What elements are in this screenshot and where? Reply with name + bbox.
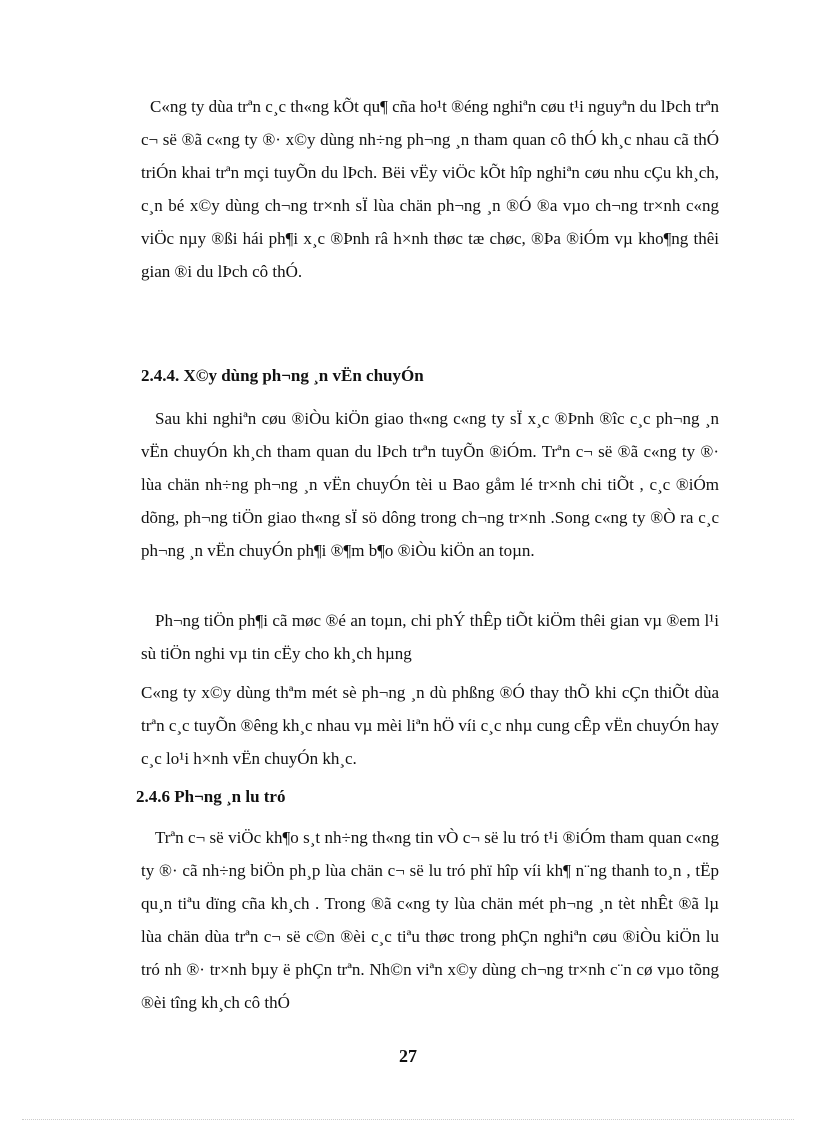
paragraph-backup-plans: C«ng ty x©y dùng thªm mét sè ph¬ng ¸n dù phßng ®Ó thay thÕ khi cÇn thiÕt dùa trªn c¸c tuyÕn ®êng kh¸c nhau vµ mèi liªn hÖ víi c¸c nhµ cung cÊp vËn chuyÓn hay c¸c lo¹i h×nh vËn chuyÓn kh¸c. [141, 683, 719, 768]
paragraph-transport-text: Sau khi nghiªn cøu ®iÒu kiÖn giao th«ng c«ng ty sÏ x¸c ®Þnh ®îc c¸c ph¬ng ¸n vËn chuyÓn kh¸ch tham quan du lÞch trªn tuyÕn ®iÓm. Trªn c¬ së ®ã c«ng ty ®· lùa chän nh÷ng ph¬ng ¸n vËn chuyÓn tèi u Bao gåm lé tr×nh chi tiÕt , c¸c ®iÓm dõng, ph¬ng tiÖn giao th«ng sÏ sö dông trong ch¬ng tr×nh .Song c«ng ty ®Ò ra c¸c ph¬ng ¸n vËn chuyÓn ph¶i ®¶m b¶o ®iÒu kiÖn an toµn. [141, 409, 719, 560]
footer-dotted-rule [22, 1119, 794, 1120]
paragraph-vehicle-safety: Ph¬ng tiÖn ph¶i cã møc ®é an toµn, chi phÝ thÊp tiÕt kiÖm thêi gian vµ ®em l¹i sù tiÖn nghi vµ tin cËy cho kh¸ch hµng [141, 611, 719, 663]
section-heading-accommodation-plan: 2.4.6 Ph¬ng ¸n lu tró [136, 787, 286, 806]
paragraph-accommodation: Trªn c¬ së viÖc kh¶o s¸t nh÷ng th«ng tin vÒ c¬ së lu tró t¹i ®iÓm tham quan c«ng ty ®· cã nh÷ng biÖn ph¸p lùa chän c¬ së lu tró phï hîp víi kh¶ n¨ng thanh to¸n , tËp qu¸n tiªu dïng cña kh¸ch . Trong ®ã c«ng ty lùa chän mét ph¬ng ¸n tèt nhÊt ®ã lµ lùa chän dùa trªn c¬ së c©n ®èi c¸c tiªu thøc trong phÇn nghiªn cøu ®iÒu kiÖn lu tró nh ®· tr×nh bµy ë phÇn trªn. Nh©n viªn x©y dùng ch¬ng tr×nh c¨n cø vµo tõng ®èi tîng kh¸ch cô thÓ [141, 828, 719, 1012]
section-heading-transport-plan: 2.4.4. X©y dùng ph¬ng ¸n vËn chuyÓn [141, 366, 424, 385]
page-number: 27 [399, 1046, 417, 1066]
paragraph-transport-options [141, 402, 719, 567]
paragraph-itinerary-plan: C«ng ty dùa trªn c¸c th«ng kÕt qu¶ cña ho¹t ®éng nghiªn cøu t¹i nguyªn du lÞch trªn c¬ së ®ã c«ng ty ®· x©y dùng nh÷ng ph¬ng ¸n tham quan cô thÓ kh¸c nhau cã thÓ triÓn khai trªn mçi tuyÕn du lÞch. Bëi vËy viÖc kÕt hîp nghiªn cøu nhu cÇu kh¸ch, c¸n bé x©y dùng ch¬ng tr×nh sÏ lùa chän ph¬ng ¸n ®Ó ®a vµo ch¬ng tr×nh c«ng viÖc nµy ®ßi hái ph¶i x¸c ®Þnh râ h×nh thøc tæ chøc, ®Þa ®iÓm vµ kho¶ng thêi gian ®i du lÞch cô thÓ. [141, 97, 719, 281]
